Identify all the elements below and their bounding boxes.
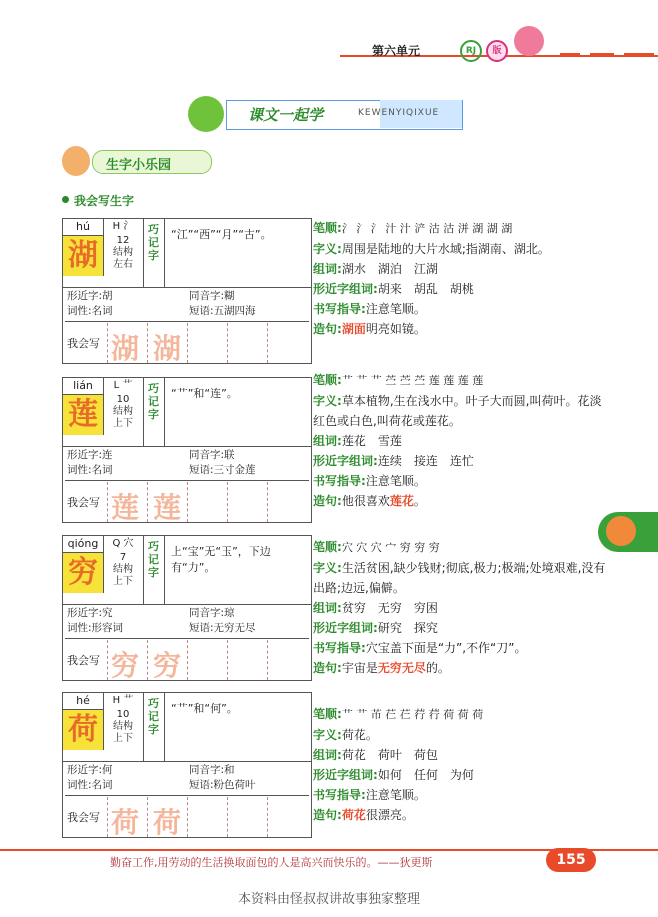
stroke-count: 10 (116, 709, 130, 720)
sentence-pre: 宇宙是 (341, 661, 378, 675)
main-character: 莲 (63, 395, 104, 435)
label: 字义: (313, 561, 342, 575)
structure: 上下 (113, 418, 133, 429)
section-header (62, 146, 212, 176)
meaning: 生活贫困,缺少钱财;彻底,极力;极端;处境艰难,没有出路;边远,偏僻。 (313, 561, 606, 595)
near-words: 研究 探究 (377, 621, 438, 635)
practice-box[interactable] (227, 640, 268, 680)
edition-badge: RJ (460, 40, 482, 62)
label: 组词: (313, 748, 342, 762)
practice-label: 我会写 (67, 811, 100, 824)
near-words-row (313, 618, 613, 638)
label: 笔顺: (313, 540, 342, 554)
stroke-order-row (313, 704, 613, 725)
phrase: 短语:粉色荷叶 (189, 779, 256, 791)
mem-char: 记 (148, 710, 159, 723)
structure-label: 结构 (113, 406, 133, 417)
char-entry (313, 218, 613, 339)
word-type: 词性:形容词 (67, 622, 124, 634)
trace-char: 湖 (153, 332, 182, 365)
stroke-order-row (313, 537, 613, 558)
radical: H 氵 (112, 221, 134, 232)
mem-char: 巧 (148, 223, 159, 236)
near-words-row (313, 279, 613, 299)
practice-box[interactable] (187, 482, 228, 522)
bullet-icon (62, 196, 69, 203)
sentence-rest: 。 (413, 494, 426, 508)
guide-row (313, 638, 613, 658)
mem-char: 巧 (148, 382, 159, 395)
structure: 上下 (113, 576, 133, 587)
sentence-rest: 很漂亮。 (365, 808, 414, 822)
homophone: 同音字:琼 (189, 607, 235, 619)
stroke-count: 12 (116, 235, 130, 246)
near-char: 形近字:连 (67, 449, 113, 461)
practice-box[interactable] (267, 640, 308, 680)
practice-row (63, 640, 311, 680)
meaning: 草本植物,生在浅水中。叶子大而圆,叫荷叶。花淡红色或白色,叫荷花或莲花。 (313, 394, 602, 428)
main-character: 荷 (63, 710, 104, 750)
char-meta (103, 378, 144, 446)
char-card (62, 218, 312, 364)
memory-label (143, 378, 165, 446)
label: 造句: (313, 494, 342, 508)
near-char: 形近字:何 (67, 764, 113, 776)
practice-box[interactable] (267, 323, 308, 363)
sentence-row (313, 658, 613, 678)
trace-char: 穷 (111, 649, 140, 682)
mem-char: 字 (148, 723, 159, 736)
sentence-highlight: 无穷无尽 (377, 661, 426, 675)
label: 组词: (313, 434, 342, 448)
practice-row (63, 323, 311, 363)
char-entry (313, 370, 613, 511)
structure-label: 结构 (113, 564, 133, 575)
char-card (62, 535, 312, 681)
guide-row (313, 299, 613, 319)
label: 笔顺: (313, 373, 342, 387)
sentence-rest: 的。 (425, 661, 450, 675)
guide-row (313, 471, 613, 491)
memory-label (143, 693, 165, 761)
char-meta (103, 536, 144, 604)
sentence-highlight: 湖面 (341, 322, 366, 336)
phrase: 短语:无穷无尽 (189, 622, 256, 634)
char-info (65, 289, 309, 322)
mem-char: 字 (148, 408, 159, 421)
memory-tip: “艹”和“何”。 (171, 702, 238, 715)
label: 造句: (313, 808, 342, 822)
mem-char: 记 (148, 553, 159, 566)
practice-row (63, 482, 311, 522)
words: 荷花 荷叶 荷包 (341, 748, 438, 762)
trace-char: 穷 (153, 649, 182, 682)
sub-title: 我会写生字 (74, 194, 135, 208)
meaning: 周围是陆地的大片水域;指湖南、湖北。 (341, 242, 550, 256)
words: 湖水 湖泊 江湖 (341, 262, 438, 276)
mem-char: 巧 (148, 540, 159, 553)
practice-label: 我会写 (67, 654, 100, 667)
char-card (62, 692, 312, 838)
stroke-order-row (313, 218, 613, 239)
label: 字义: (313, 242, 342, 256)
label: 笔顺: (313, 707, 342, 721)
memory-label (143, 219, 165, 287)
practice-label: 我会写 (67, 337, 100, 350)
banner-title: 课文一起学 (248, 106, 324, 124)
radical: H 艹 (112, 695, 134, 706)
structure: 上下 (113, 733, 133, 744)
label: 造句: (313, 322, 342, 336)
near-words-row (313, 451, 613, 471)
banner-subtitle: KEWENYIQIXUE (358, 108, 440, 118)
lesson-banner (188, 96, 468, 132)
pinyin: lián (63, 378, 104, 395)
memory-tip: “江”“西”“月”“古”。 (171, 228, 272, 241)
mem-char: 巧 (148, 697, 159, 710)
stroke-count: 7 (119, 552, 127, 563)
meaning-row (313, 725, 613, 745)
char-info (65, 606, 309, 639)
phrase: 短语:五湖四海 (189, 305, 256, 317)
label: 组词: (313, 262, 342, 276)
practice-row (63, 797, 311, 837)
trace-char: 莲 (111, 491, 140, 524)
mem-char: 记 (148, 236, 159, 249)
char-meta (103, 219, 144, 287)
mem-char: 字 (148, 566, 159, 579)
header-dash (624, 53, 654, 56)
practice-box[interactable] (267, 797, 308, 837)
practice-box[interactable] (267, 482, 308, 522)
structure: 左右 (113, 259, 133, 270)
label: 形近字组词: (313, 768, 378, 782)
monster-mascot-icon (188, 96, 224, 132)
memory-tip: 上“宝”无“玉”，下边有“力”。 (171, 545, 271, 574)
trace-char: 莲 (153, 491, 182, 524)
label: 造句: (313, 661, 342, 675)
sentence-rest: 明亮如镜。 (365, 322, 426, 336)
sentence-row (313, 319, 613, 339)
page-number: 155 (546, 848, 596, 872)
mem-char: 字 (148, 249, 159, 262)
radical: Q 穴 (112, 538, 134, 549)
practice-box[interactable] (187, 797, 228, 837)
label: 组词: (313, 601, 342, 615)
writing-guide: 注意笔顺。 (365, 474, 426, 488)
char-card (62, 377, 312, 523)
structure-label: 结构 (113, 247, 133, 258)
label: 书写指导: (313, 302, 366, 316)
near-char: 形近字:胡 (67, 290, 113, 302)
cat-face-icon (606, 516, 636, 546)
words-row (313, 745, 613, 765)
girl-mascot-icon (514, 26, 544, 56)
memory-tip: “艹”和“连”。 (171, 387, 238, 400)
stroke-order: 艹 艹 芇 芢 芢 荇 荇 荷 荷 荷 (341, 708, 484, 721)
girl-icon (62, 146, 90, 176)
practice-box[interactable] (187, 323, 228, 363)
trace-char: 湖 (111, 332, 140, 365)
near-words-row (313, 765, 613, 785)
practice-box[interactable] (227, 797, 268, 837)
label: 笔顺: (313, 221, 342, 235)
pinyin: qióng (63, 536, 104, 553)
near-words: 连续 接连 连忙 (377, 454, 474, 468)
word-type: 词性:名词 (67, 305, 113, 317)
label: 形近字组词: (313, 621, 378, 635)
char-entry (313, 704, 613, 825)
phrase: 短语:三寸金莲 (189, 464, 256, 476)
meaning-row (313, 239, 613, 259)
header-dash (590, 53, 614, 56)
words: 莲花 雪莲 (341, 434, 402, 448)
radical: L 艹 (113, 380, 133, 391)
label: 形近字组词: (313, 282, 378, 296)
trace-char: 荷 (153, 806, 182, 839)
practice-box[interactable] (227, 482, 268, 522)
meaning: 荷花。 (341, 728, 378, 742)
label: 字义: (313, 728, 342, 742)
main-character: 穷 (63, 553, 104, 593)
stroke-order: 氵 氵 氵 汁 汁 浐 沽 沽 洴 湖 湖 湖 (341, 222, 513, 235)
homophone: 同音字:联 (189, 449, 235, 461)
sentence-highlight: 荷花 (341, 808, 366, 822)
writing-guide: 穴宝盖下面是“力”,不作“刀”。 (365, 641, 527, 655)
homophone: 同音字:和 (189, 764, 235, 776)
stroke-count: 10 (116, 394, 130, 405)
mem-char: 记 (148, 395, 159, 408)
sentence-row (313, 805, 613, 825)
pinyin: hé (63, 693, 104, 710)
words: 贫穷 无穷 穷困 (341, 601, 438, 615)
words-row (313, 431, 613, 451)
near-char: 形近字:究 (67, 607, 113, 619)
unit-title: 第六单元 (372, 44, 421, 58)
practice-box[interactable] (187, 640, 228, 680)
label: 形近字组词: (313, 454, 378, 468)
word-type: 词性:名词 (67, 464, 113, 476)
char-info (65, 448, 309, 481)
sentence-pre: 他很喜欢 (341, 494, 390, 508)
credit-line: 本资料由怪叔叔讲故事独家整理 (237, 892, 420, 907)
structure-label: 结构 (113, 721, 133, 732)
memory-label (143, 536, 165, 604)
trace-char: 荷 (111, 806, 140, 839)
homophone: 同音字:糊 (189, 290, 235, 302)
words-row (313, 259, 613, 279)
pinyin: hú (63, 219, 104, 236)
practice-box[interactable] (227, 323, 268, 363)
section-title: 生字小乐园 (106, 158, 172, 173)
meaning-row (313, 558, 613, 598)
sentence-row (313, 491, 613, 511)
words-row (313, 598, 613, 618)
label: 字义: (313, 394, 342, 408)
practice-label: 我会写 (67, 496, 100, 509)
page-header (0, 0, 658, 70)
sentence-highlight: 莲花 (389, 494, 414, 508)
stroke-order: 艹 艹 艹 苎 苎 苎 莲 莲 莲 莲 (341, 374, 484, 387)
char-entry (313, 537, 613, 678)
label: 书写指导: (313, 641, 366, 655)
guide-row (313, 785, 613, 805)
writing-guide: 注意笔顺。 (365, 302, 426, 316)
stroke-order-row (313, 370, 613, 391)
label: 书写指导: (313, 474, 366, 488)
char-info (65, 763, 309, 796)
near-words: 如何 任何 为何 (377, 768, 474, 782)
main-character: 湖 (63, 236, 104, 276)
edition-badge: 版 (486, 40, 508, 62)
near-words: 胡来 胡乱 胡桃 (377, 282, 474, 296)
meaning-row (313, 391, 613, 431)
footer-quote: 勤奋工作,用劳动的生活换取面包的人是高兴而快乐的。——狄更斯 (110, 856, 433, 869)
header-dash (560, 53, 580, 56)
word-type: 词性:名词 (67, 779, 113, 791)
writing-guide: 注意笔顺。 (365, 788, 426, 802)
stroke-order: 穴 穴 穴 宀 穷 穷 穷 (341, 541, 440, 554)
char-meta (103, 693, 144, 761)
label: 书写指导: (313, 788, 366, 802)
